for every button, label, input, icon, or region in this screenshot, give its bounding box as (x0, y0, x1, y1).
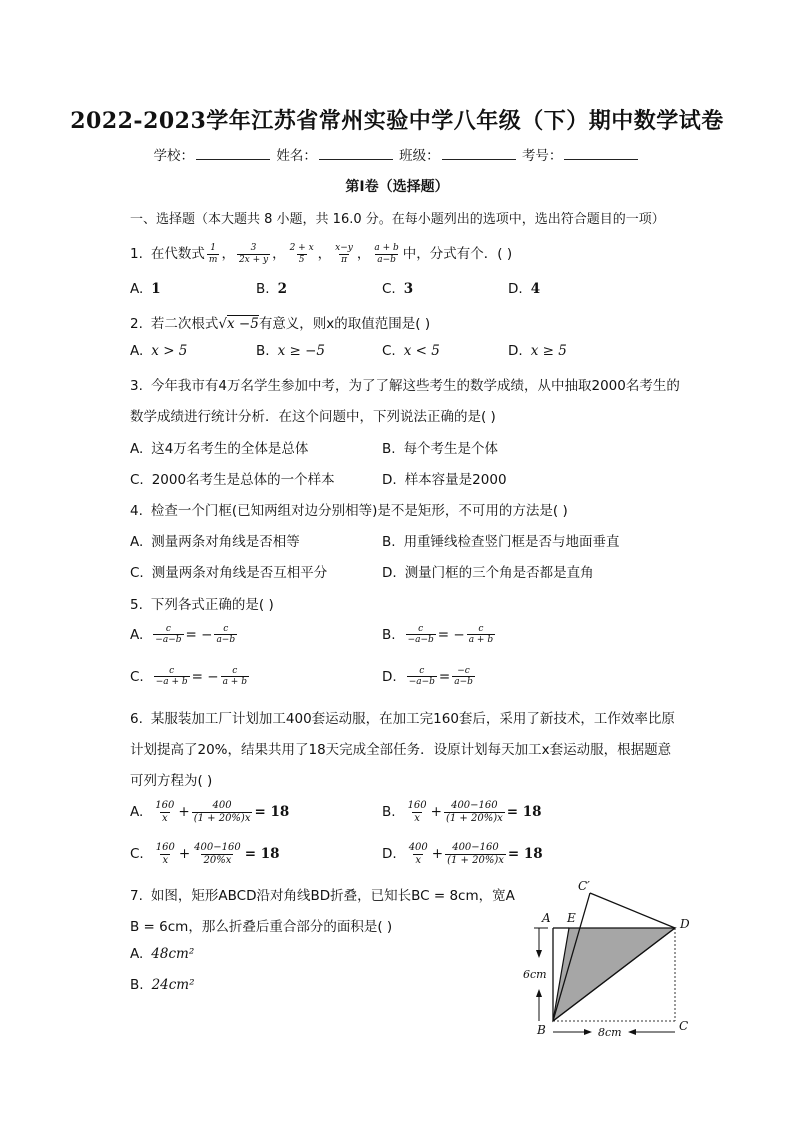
option-c[interactable]: C. 3 (382, 281, 414, 297)
fraction: $\frac{160}{x}$ (155, 800, 175, 824)
fraction: $\frac{x-y}{\pi}$ (335, 243, 353, 265)
fraction: $\frac{3}{2x + y}$ (238, 243, 269, 265)
arrow-head-icon (536, 989, 542, 997)
question-4: 4. 检查一个门框(已知两组对边分别相等)是不是矩形，不可用的方法是( ) (130, 503, 568, 519)
question-1: 1. 在代数式 $\frac{1}{m}$ ， $\frac{3}{2x + y}$ ， $\frac{2 + x}{5}$ ， $\frac{x-y}{\pi}$ ， $\frac{a + b}{a-b}$ 中，分式有个．( ) (130, 243, 513, 265)
option-d[interactable]: D. x ≥ 5 (508, 343, 567, 359)
question-7-line2: B = 6cm，那么折叠后重合部分的面积是( ) (130, 919, 393, 935)
fraction: $\frac{-c}{a-b}$ (454, 666, 473, 688)
fraction: $\frac{400-160}{(1 + 20\%)x}$ (445, 800, 503, 824)
option-d[interactable]: D. 样本容量是2000 (382, 472, 507, 488)
question-text-suffix: 中，分式有个．( ) (402, 246, 513, 262)
option-c[interactable]: C. $\frac{160}{x}$ + $\frac{400-160}{20\%x}$ = 18 (130, 842, 280, 866)
option-a[interactable]: A. $\frac{c}{-a-b}$ = − $\frac{c}{a-b}$ (130, 624, 236, 646)
option-a[interactable]: A. x > 5 (130, 343, 188, 359)
fraction: $\frac{400-160}{(1 + 20\%)x}$ (447, 842, 504, 866)
fraction: $\frac{a + b}{a-b}$ (374, 243, 399, 265)
fraction: $\frac{c}{a + b}$ (468, 624, 494, 646)
rectangle-fold-figure (520, 876, 700, 1041)
fraction: $\frac{c}{-a-b}$ (155, 624, 182, 646)
question-text: 在代数式 (150, 246, 205, 262)
option-c[interactable]: C. 2000名考生是总体的一个样本 (130, 472, 335, 488)
fraction: $\frac{400}{(1 + 20\%)x}$ (193, 800, 251, 824)
fraction: $\frac{160}{x}$ (155, 842, 175, 866)
school-blank[interactable] (196, 159, 270, 160)
option-b[interactable]: B. $\frac{160}{x}$ + $\frac{400-160}{(1 + 20\%)x}$ = 18 (382, 800, 542, 824)
option-a[interactable]: A. 这4万名考生的全体是总体 (130, 441, 309, 457)
school-label: 学校： (153, 148, 195, 164)
fraction: $\frac{400}{x}$ (408, 842, 428, 866)
option-d[interactable]: D. 测量门框的三个角是否都是直角 (382, 565, 594, 581)
option-b[interactable]: B. $\frac{c}{-a-b}$ = − $\frac{c}{a + b}$ (382, 624, 494, 646)
fraction: $\frac{c}{-a + b}$ (155, 666, 188, 688)
name-blank[interactable] (319, 159, 393, 160)
question-6-line3: 可列方程为( ) (130, 773, 213, 789)
exam-no-label: 考号： (521, 148, 563, 164)
fraction: $\frac{2 + x}{5}$ (289, 243, 314, 265)
class-label: 班级： (399, 148, 440, 164)
fraction: $\frac{c}{a-b}$ (216, 624, 236, 646)
label-e: E (567, 911, 576, 925)
option-b[interactable]: B. 用重锤线检查竖门框是否与地面垂直 (382, 534, 620, 550)
part-heading: 一、选择题（本大题共 8 小题，共 16.0 分。在每小题列出的选项中，选出符合题目的一项） (130, 212, 665, 227)
exam-no-blank[interactable] (564, 159, 638, 160)
label-a: A (542, 911, 551, 925)
width-label: 8cm (598, 1026, 622, 1039)
option-a[interactable]: A. 1 (130, 281, 161, 297)
arrow-head-icon (536, 950, 542, 958)
folded-side-c1d (590, 893, 675, 928)
fraction: $\frac{c}{a + b}$ (222, 666, 247, 688)
section-title: 第Ⅰ卷（选择题） (345, 179, 449, 195)
option-d[interactable]: D. $\frac{c}{-a-b}$ = $\frac{-c}{a-b}$ (382, 666, 473, 688)
fraction: $\frac{c}{-a-b}$ (408, 666, 435, 688)
option-b[interactable]: B. x ≥ −5 (256, 343, 325, 359)
option-a[interactable]: A. 48cm² (130, 946, 195, 962)
class-blank[interactable] (442, 159, 516, 160)
question-3: 3. 今年我市有4万名学生参加中考，为了了解这些考生的数学成绩，从中抽取2000名考生的 (130, 378, 680, 394)
option-b[interactable]: B. 每个考生是个体 (382, 441, 499, 457)
fraction: $\frac{c}{-a-b}$ (407, 624, 434, 646)
exam-title: 2022-2023学年江苏省常州实验中学八年级（下）期中数学试卷 (70, 108, 724, 134)
question-6: 6. 某服装加工厂计划加工400套运动服，在加工完160套后，采用了新技术，工作效率比原 (130, 711, 675, 727)
label-c: C (679, 1019, 689, 1033)
option-b[interactable]: B. 24cm² (130, 977, 195, 993)
fraction: $\frac{160}{x}$ (407, 800, 427, 824)
question-6-line2: 计划提高了20%，结果共用了18天完成全部任务．设原计划每天加工x套运动服，根据题意 (130, 742, 672, 758)
name-label: 姓名： (276, 148, 317, 164)
label-b: B (537, 1023, 546, 1037)
label-d: D (680, 917, 690, 931)
student-info-line (0, 144, 794, 164)
option-c[interactable]: C. 测量两条对角线是否互相平分 (130, 565, 328, 581)
question-3-line2: 数学成绩进行统计分析．在这个问题中，下列说法正确的是( ) (130, 409, 496, 425)
fraction: $\frac{1}{m}$ (208, 243, 218, 265)
question-number: 1. (130, 246, 143, 262)
arrow-head-icon (628, 1029, 636, 1035)
question-2: 2. 若二次根式√x −5有意义，则x的取值范围是( ) (130, 316, 431, 332)
question-7: 7. 如图，矩形ABCD沿对角线BD折叠，已知长BC = 8cm，宽A (130, 888, 515, 904)
arrow-head-icon (584, 1029, 592, 1035)
label-c-prime: C′ (578, 879, 590, 893)
radicand: x −5 (227, 316, 259, 332)
option-a[interactable]: A. $\frac{160}{x}$ + $\frac{400}{(1 + 20\%)x}$ = 18 (130, 800, 290, 824)
option-c[interactable]: C. $\frac{c}{-a + b}$ = − $\frac{c}{a + b}$ (130, 666, 247, 688)
option-c[interactable]: C. x < 5 (382, 343, 440, 359)
radical-sign: √ (218, 316, 227, 332)
fraction: $\frac{400-160}{20\%x}$ (194, 842, 241, 866)
option-d[interactable]: D. $\frac{400}{x}$ + $\frac{400-160}{(1 + 20\%)x}$ = 18 (382, 842, 543, 866)
option-a[interactable]: A. 测量两条对角线是否相等 (130, 534, 300, 550)
option-d[interactable]: D. 4 (508, 281, 541, 297)
option-b[interactable]: B. 2 (256, 281, 287, 297)
height-label: 6cm (523, 968, 547, 981)
question-5: 5. 下列各式正确的是( ) (130, 597, 274, 613)
